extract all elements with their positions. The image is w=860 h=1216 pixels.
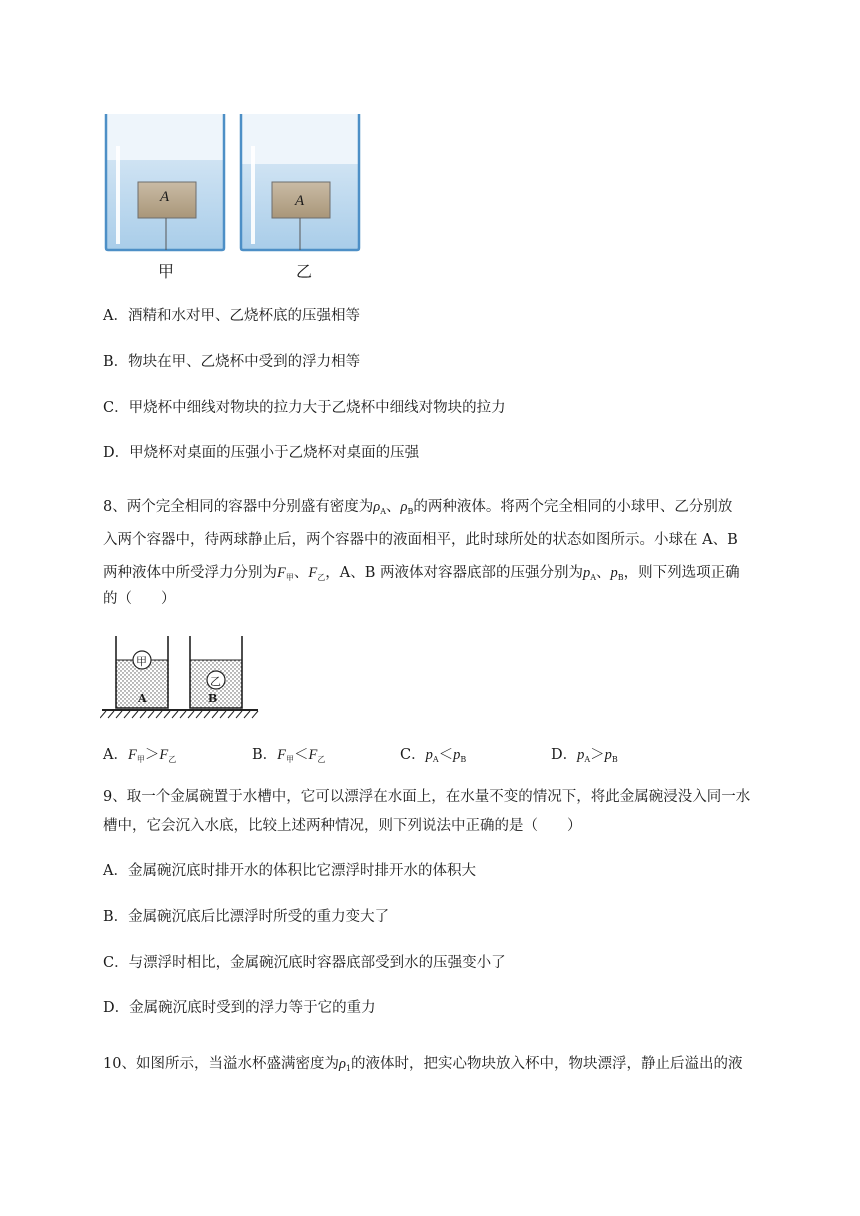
beaker-figure bbox=[100, 112, 370, 282]
q7-option-b: B．物块在甲、乙烧杯中受到的浮力相等 bbox=[103, 354, 361, 370]
caption-jia: 甲 bbox=[158, 262, 175, 281]
q9-line-2: 槽中，它会沉入水底，比较上述两种情况，则下列说法中正确的是（ ） bbox=[103, 818, 582, 834]
q7-option-a: A．酒精和水对甲、乙烧杯底的压强相等 bbox=[103, 308, 360, 324]
caption-yi: 乙 bbox=[296, 262, 313, 281]
q8-option-a: A．$F_甲>F_乙$ bbox=[103, 747, 177, 764]
q8-line-1: 8、两个完全相同的容器中分别盛有密度为$\rho_A$、$\rho_B$的两种液体。将两个完全相同的小球甲、乙分别放 bbox=[103, 499, 733, 516]
q9-option-c: C．与漂浮时相比，金属碗沉底时容器底部受到水的压强变小了 bbox=[103, 955, 506, 971]
q7-option-d: D．甲烧杯对桌面的压强小于乙烧杯对桌面的压强 bbox=[103, 445, 420, 461]
q8-option-b: B．$F_甲<F_乙$ bbox=[252, 747, 326, 764]
container-figure bbox=[100, 634, 260, 720]
block-label-left: A bbox=[160, 189, 170, 205]
q9-option-b: B．金属碗沉底后比漂浮时所受的重力变大了 bbox=[103, 909, 390, 925]
q8-option-d: D．$p_A>p_B$ bbox=[551, 747, 618, 764]
q8-option-c: C．$p_A<p_B$ bbox=[400, 747, 467, 764]
q8-line-3: 两种液体中所受浮力分别为$F_甲$、$F_乙$，A、B 两液体对容器底部的压强分别为$p_A$、$p_B$，则下列选项正确 bbox=[103, 565, 740, 582]
q9-option-d: D．金属碗沉底时受到的浮力等于它的重力 bbox=[103, 1000, 376, 1016]
q8-line-2: 入两个容器中，待两球静止后，两个容器中的液面相平，此时球所处的状态如图所示。小球在 A、B bbox=[103, 532, 738, 548]
ball-label-yi: 乙 bbox=[210, 675, 221, 688]
q9-option-a: A．金属碗沉底时排开水的体积比它漂浮时排开水的体积大 bbox=[103, 863, 476, 879]
q10-line-1: 10、如图所示，当溢水杯盛满密度为$\rho_1$的液体时，把实心物块放入杯中，物块漂浮，静止后溢出的液 bbox=[103, 1056, 743, 1073]
ball-label-jia: 甲 bbox=[136, 655, 147, 668]
q9-line-1: 9、取一个金属碗置于水槽中，它可以漂浮在水面上，在水量不变的情况下，将此金属碗浸没入同一水 bbox=[103, 789, 751, 805]
q7-option-c: C．甲烧杯中细线对物块的拉力大于乙烧杯中细线对物块的拉力 bbox=[103, 400, 506, 416]
beaker-left bbox=[106, 114, 224, 250]
ground-hatch bbox=[100, 711, 258, 718]
liquid-label-b: B bbox=[208, 692, 218, 705]
block-label-right: A bbox=[295, 193, 305, 209]
q8-line-4: 的（ ） bbox=[103, 591, 176, 607]
beaker-right bbox=[241, 114, 359, 250]
liquid-label-a: A bbox=[138, 692, 147, 705]
